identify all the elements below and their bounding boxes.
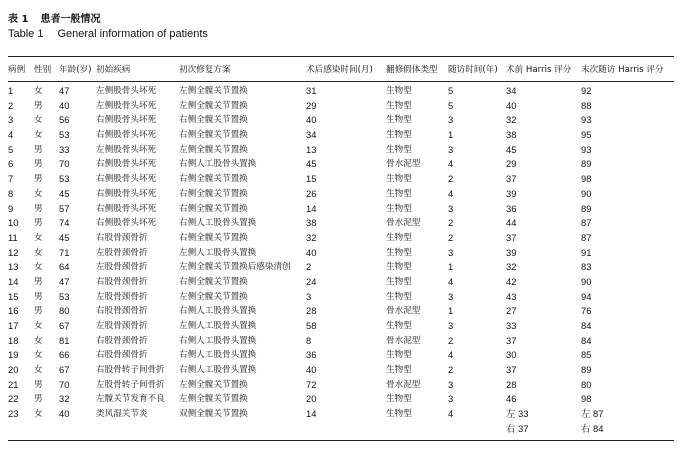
cell-final-harris: 右 84 [581, 422, 604, 434]
table-row [8, 128, 674, 143]
cell-initial-disease: 右股骨颈骨折 [96, 276, 148, 287]
cell-initial-procedure: 双侧全髋关节置换 [179, 409, 248, 420]
cell-follow-up: 1 [448, 129, 454, 141]
table-row [8, 290, 674, 305]
caption-chinese-label: 表 1 [8, 14, 29, 25]
cell-infection-time: 72 [306, 378, 317, 390]
cell-preop-harris: 29 [506, 158, 517, 170]
cell-revision-prosthesis: 生物型 [386, 130, 412, 141]
cell-final-harris: 93 [581, 143, 592, 155]
cell-case: 15 [8, 290, 19, 302]
cell-initial-disease: 左股骨颈骨折 [96, 262, 148, 273]
cell-initial-procedure: 右侧人工股骨头置换 [179, 218, 257, 229]
cell-initial-procedure: 右侧人工股骨头置换 [179, 350, 257, 361]
cell-age: 40 [59, 99, 70, 111]
header-revision-prosthesis: 翻修假体类型 [386, 65, 438, 75]
cell-sex: 女 [34, 335, 43, 346]
cell-initial-procedure: 左侧全髋关节置换 [179, 86, 248, 96]
cell-preop-harris: 38 [506, 129, 517, 141]
cell-follow-up: 1 [448, 261, 454, 273]
cell-initial-procedure: 右侧全髋关节置换 [179, 130, 248, 141]
cell-preop-harris: 32 [506, 261, 517, 273]
cell-final-harris: 98 [581, 393, 592, 405]
table-row [8, 407, 674, 422]
cell-age: 45 [59, 187, 70, 199]
cell-preop-harris: 33 [506, 320, 517, 331]
caption-english [8, 28, 222, 40]
cell-infection-time: 3 [306, 290, 312, 302]
cell-infection-time: 15 [306, 173, 317, 185]
cell-preop-harris: 42 [506, 275, 517, 287]
cell-follow-up: 3 [448, 246, 454, 258]
table-row [8, 157, 674, 172]
cell-preop-harris: 左 33 [506, 408, 529, 420]
cell-case: 23 [8, 408, 19, 420]
cell-age: 67 [59, 364, 70, 376]
cell-final-harris: 84 [581, 320, 592, 331]
cell-preop-harris: 39 [506, 246, 517, 258]
cell-revision-prosthesis: 生物型 [386, 188, 412, 199]
cell-age: 53 [59, 129, 70, 141]
cell-preop-harris: 40 [506, 99, 517, 111]
patients-table [8, 60, 674, 437]
cell-preop-harris: 32 [506, 114, 517, 126]
cell-age: 32 [59, 393, 70, 405]
cell-preop-harris: 28 [506, 378, 517, 390]
cell-initial-disease: 右侧股骨头坏死 [96, 130, 157, 141]
cell-age: 53 [59, 290, 70, 302]
cell-follow-up: 4 [448, 349, 454, 361]
cell-follow-up: 2 [448, 217, 454, 229]
cell-case: 11 [8, 231, 18, 243]
cell-sex: 女 [34, 232, 43, 243]
cell-infection-time: 28 [306, 305, 317, 317]
table-row [8, 246, 674, 261]
cell-revision-prosthesis: 生物型 [386, 232, 412, 243]
cell-infection-time: 45 [306, 158, 317, 170]
table-row [8, 319, 674, 334]
header-follow-up: 随访时间(年) [448, 65, 498, 75]
cell-revision-prosthesis: 生物型 [386, 276, 412, 287]
cell-initial-disease: 右侧股骨头坏死 [96, 203, 157, 214]
table-header-row [8, 60, 674, 80]
cell-case: 7 [8, 173, 14, 185]
cell-initial-disease: 左股骨颈骨折 [96, 321, 148, 331]
header-infection-time: 术后感染时间(月) [306, 65, 373, 75]
cell-sex: 女 [34, 247, 43, 258]
cell-infection-time: 20 [306, 393, 317, 405]
cell-case: 1 [8, 85, 14, 96]
cell-preop-harris: 37 [506, 173, 517, 185]
cell-preop-harris: 45 [506, 143, 517, 155]
header-age: 年龄(岁) [59, 65, 92, 75]
cell-initial-disease: 右侧股骨头坏死 [96, 218, 157, 229]
cell-age: 45 [59, 231, 70, 243]
cell-final-harris: 90 [581, 275, 592, 287]
cell-final-harris: 76 [581, 305, 592, 317]
cell-preop-harris: 44 [506, 217, 517, 229]
cell-final-harris: 92 [581, 85, 592, 96]
cell-infection-time: 26 [306, 187, 317, 199]
cell-age: 47 [59, 85, 70, 96]
cell-follow-up: 2 [448, 334, 454, 346]
cell-preop-harris: 39 [506, 187, 517, 199]
cell-final-harris: 85 [581, 349, 592, 361]
cell-follow-up: 3 [448, 114, 454, 126]
cell-infection-time: 40 [306, 364, 317, 376]
cell-age: 80 [59, 305, 70, 317]
cell-final-harris: 91 [581, 246, 592, 258]
cell-final-harris: 87 [581, 217, 592, 229]
cell-initial-disease: 左股骨颈骨折 [96, 291, 148, 302]
cell-initial-procedure: 右侧全髋关节置换 [179, 188, 248, 199]
cell-revision-prosthesis: 生物型 [386, 321, 412, 331]
cell-infection-time: 40 [306, 114, 317, 126]
cell-infection-time: 32 [306, 231, 317, 243]
table-row [8, 260, 674, 275]
cell-final-harris: 90 [581, 187, 592, 199]
header-sex: 性别 [34, 65, 52, 75]
cell-final-harris: 80 [581, 378, 592, 390]
cell-age: 67 [59, 320, 70, 331]
table-row [8, 378, 674, 393]
cell-initial-disease: 右侧股骨头坏死 [96, 115, 157, 126]
cell-infection-time: 14 [306, 408, 317, 420]
cell-initial-procedure: 左侧全髋关节置换后感染清创 [179, 262, 291, 273]
cell-final-harris: 89 [581, 364, 592, 376]
cell-initial-disease: 左股骨转子间骨折 [96, 379, 165, 390]
cell-revision-prosthesis: 生物型 [386, 174, 412, 185]
cell-case: 17 [8, 320, 19, 331]
cell-follow-up: 4 [448, 158, 454, 170]
cell-initial-procedure: 左侧全髋关节置换 [179, 291, 248, 302]
cell-initial-disease: 类风湿关节炎 [96, 409, 148, 420]
cell-follow-up: 4 [448, 275, 454, 287]
cell-follow-up: 3 [448, 143, 454, 155]
cell-preop-harris: 右 37 [506, 422, 529, 434]
cell-initial-procedure: 右侧全髋关节置换 [179, 232, 248, 243]
table-row [8, 363, 674, 378]
table-row [8, 231, 674, 246]
caption-english-label: Table 1 [8, 28, 44, 40]
cell-revision-prosthesis: 骨水泥型 [386, 159, 421, 170]
cell-final-harris: 左 87 [581, 408, 604, 420]
cell-case: 21 [8, 378, 19, 390]
cell-revision-prosthesis: 骨水泥型 [386, 306, 421, 317]
cell-case: 12 [8, 246, 19, 258]
cell-initial-disease: 右侧股骨头坏死 [96, 188, 157, 199]
cell-age: 74 [59, 217, 70, 229]
cell-follow-up: 2 [448, 364, 454, 376]
header-preop-harris: 术前 Harris 评分 [506, 65, 572, 75]
cell-initial-procedure: 右侧全髋关节置换 [179, 203, 248, 214]
cell-initial-procedure: 左侧全髋关节置换 [179, 100, 248, 111]
cell-follow-up: 3 [448, 393, 454, 405]
cell-initial-procedure: 左侧全髋关节置换 [179, 144, 248, 155]
cell-age: 47 [59, 275, 70, 287]
cell-age: 81 [59, 334, 70, 346]
table-row [8, 275, 674, 290]
cell-initial-procedure: 左侧全髋关节置换 [179, 394, 248, 405]
cell-preop-harris: 46 [506, 393, 517, 405]
cell-age: 64 [59, 261, 70, 273]
table-row [8, 84, 674, 99]
cell-initial-disease: 右股骨颈骨折 [96, 232, 148, 243]
cell-follow-up: 3 [448, 320, 454, 331]
cell-initial-disease: 右股骨颈骨折 [96, 306, 148, 317]
cell-case: 4 [8, 129, 14, 141]
cell-infection-time: 8 [306, 334, 312, 346]
cell-case: 16 [8, 305, 19, 317]
cell-initial-disease: 右侧股骨头坏死 [96, 159, 157, 170]
cell-follow-up: 4 [448, 187, 454, 199]
cell-sex: 女 [34, 409, 43, 420]
cell-follow-up: 3 [448, 202, 454, 214]
cell-preop-harris: 36 [506, 202, 517, 214]
cell-sex: 男 [34, 394, 43, 405]
cell-initial-procedure: 左侧人工股骨头置换 [179, 321, 257, 331]
cell-initial-procedure: 右侧全髋关节置换 [179, 174, 248, 185]
cell-revision-prosthesis: 生物型 [386, 100, 412, 111]
cell-sex: 女 [34, 262, 43, 273]
cell-infection-time: 2 [306, 261, 312, 273]
cell-age: 56 [59, 114, 70, 126]
cell-preop-harris: 37 [506, 334, 517, 346]
cell-sex: 女 [34, 365, 43, 376]
cell-initial-disease: 左髋关节发育不良 [96, 394, 165, 405]
cell-infection-time: 31 [306, 85, 317, 96]
header-final-harris: 末次随访 Harris 评分 [581, 65, 664, 75]
table-row [8, 216, 674, 231]
cell-initial-disease: 右侧股骨头坏死 [96, 174, 157, 185]
cell-revision-prosthesis: 生物型 [386, 409, 412, 420]
cell-initial-procedure: 右侧全髋关节置换 [179, 276, 248, 287]
cell-follow-up: 5 [448, 85, 454, 96]
cell-age: 40 [59, 408, 70, 420]
cell-final-harris: 83 [581, 261, 592, 273]
cell-revision-prosthesis: 生物型 [386, 86, 412, 96]
table-row [8, 187, 674, 202]
cell-age: 33 [59, 143, 70, 155]
cell-initial-procedure: 右侧人工股骨头置换 [179, 365, 257, 376]
header-initial-disease: 初始疾病 [96, 65, 131, 75]
cell-sex: 男 [34, 100, 43, 111]
caption-english-title: General information of patients [57, 28, 208, 40]
cell-follow-up: 3 [448, 290, 454, 302]
cell-revision-prosthesis: 生物型 [386, 247, 412, 258]
table-row [8, 392, 674, 407]
header-initial-procedure: 初次修复方案 [179, 65, 231, 75]
cell-case: 6 [8, 158, 14, 170]
cell-sex: 女 [34, 188, 43, 199]
cell-initial-disease: 左侧股骨头坏死 [96, 100, 157, 111]
cell-final-harris: 89 [581, 158, 592, 170]
cell-revision-prosthesis: 骨水泥型 [386, 335, 421, 346]
table-top-rule [8, 56, 674, 57]
cell-case: 22 [8, 393, 19, 405]
table-row [8, 143, 674, 158]
cell-sex: 男 [34, 291, 43, 302]
cell-infection-time: 58 [306, 320, 317, 331]
cell-follow-up: 2 [448, 231, 454, 243]
cell-age: 66 [59, 349, 70, 361]
cell-infection-time: 13 [306, 143, 317, 155]
table-row [8, 99, 674, 114]
cell-final-harris: 93 [581, 114, 592, 126]
cell-case: 14 [8, 275, 19, 287]
cell-initial-disease: 左侧股骨头坏死 [96, 86, 157, 96]
cell-revision-prosthesis: 生物型 [386, 203, 412, 214]
cell-case: 8 [8, 187, 14, 199]
cell-case: 5 [8, 143, 14, 155]
cell-final-harris: 87 [581, 231, 592, 243]
cell-case: 19 [8, 349, 19, 361]
cell-revision-prosthesis: 生物型 [386, 365, 412, 376]
table-row [8, 113, 674, 128]
cell-final-harris: 89 [581, 202, 592, 214]
cell-sex: 男 [34, 276, 43, 287]
cell-case: 13 [8, 261, 19, 273]
cell-initial-procedure: 右侧全髋关节置换 [179, 115, 248, 126]
cell-infection-time: 40 [306, 246, 317, 258]
cell-infection-time: 36 [306, 349, 317, 361]
cell-case: 3 [8, 114, 14, 126]
cell-age: 53 [59, 173, 70, 185]
cell-final-harris: 98 [581, 173, 592, 185]
table-row [8, 202, 674, 217]
cell-age: 57 [59, 202, 70, 214]
cell-follow-up: 3 [448, 378, 454, 390]
cell-revision-prosthesis: 生物型 [386, 262, 412, 273]
cell-sex: 女 [34, 350, 43, 361]
table-row [8, 334, 674, 349]
cell-revision-prosthesis: 骨水泥型 [386, 218, 421, 229]
cell-preop-harris: 37 [506, 231, 517, 243]
cell-infection-time: 29 [306, 99, 317, 111]
cell-initial-disease: 左股骨颈骨折 [96, 247, 148, 258]
cell-sex: 男 [34, 306, 43, 317]
cell-infection-time: 34 [306, 129, 317, 141]
cell-final-harris: 95 [581, 129, 592, 141]
table-bottom-rule [8, 440, 674, 441]
cell-final-harris: 88 [581, 99, 592, 111]
cell-initial-procedure: 右侧人工股骨头置换 [179, 306, 257, 317]
cell-revision-prosthesis: 生物型 [386, 144, 412, 155]
cell-sex: 男 [34, 203, 43, 214]
cell-initial-disease: 右股骨转子间骨折 [96, 365, 165, 376]
cell-sex: 男 [34, 379, 43, 390]
cell-preop-harris: 30 [506, 349, 517, 361]
cell-sex: 女 [34, 321, 43, 331]
cell-preop-harris: 34 [506, 85, 517, 96]
cell-infection-time: 14 [306, 202, 317, 214]
cell-follow-up: 5 [448, 99, 454, 111]
cell-sex: 女 [34, 115, 43, 126]
cell-follow-up: 4 [448, 408, 454, 420]
cell-sex: 男 [34, 174, 43, 185]
table-row [8, 304, 674, 319]
header-case: 病例 [8, 65, 26, 75]
cell-case: 10 [8, 217, 19, 229]
cell-preop-harris: 27 [506, 305, 517, 317]
cell-sex: 男 [34, 159, 43, 170]
cell-initial-procedure: 左侧全髋关节置换 [179, 379, 248, 390]
cell-age: 70 [59, 378, 70, 390]
cell-initial-procedure: 右侧人工股骨头置换 [179, 159, 257, 170]
cell-revision-prosthesis: 生物型 [386, 291, 412, 302]
cell-infection-time: 24 [306, 275, 317, 287]
cell-final-harris: 94 [581, 290, 592, 302]
cell-sex: 女 [34, 86, 43, 96]
table-row [8, 172, 674, 187]
cell-revision-prosthesis: 骨水泥型 [386, 379, 421, 390]
cell-preop-harris: 43 [506, 290, 517, 302]
cell-age: 70 [59, 158, 70, 170]
cell-follow-up: 2 [448, 173, 454, 185]
cell-initial-procedure: 左侧人工股骨头置换 [179, 247, 257, 258]
cell-follow-up: 1 [448, 305, 454, 317]
cell-initial-disease: 左侧股骨头坏死 [96, 144, 157, 155]
cell-case: 20 [8, 364, 19, 376]
cell-sex: 男 [34, 218, 43, 229]
cell-revision-prosthesis: 生物型 [386, 115, 412, 126]
cell-sex: 女 [34, 130, 43, 141]
cell-sex: 男 [34, 144, 43, 155]
caption-chinese [8, 10, 112, 25]
cell-case: 18 [8, 334, 19, 346]
cell-initial-disease: 右股骨颈骨折 [96, 350, 148, 361]
cell-preop-harris: 37 [506, 364, 517, 376]
cell-initial-procedure: 右侧人工股骨头置换 [179, 335, 257, 346]
cell-age: 71 [59, 246, 70, 258]
cell-infection-time: 38 [306, 217, 317, 229]
cell-case: 9 [8, 202, 14, 214]
caption-chinese-title: 患者一般情况 [40, 14, 101, 25]
cell-final-harris: 84 [581, 334, 592, 346]
table-row [8, 348, 674, 363]
cell-initial-disease: 右股骨颈骨折 [96, 335, 148, 346]
table-row-continuation [8, 422, 674, 437]
cell-revision-prosthesis: 生物型 [386, 394, 412, 405]
cell-case: 2 [8, 99, 14, 111]
cell-revision-prosthesis: 生物型 [386, 350, 412, 361]
